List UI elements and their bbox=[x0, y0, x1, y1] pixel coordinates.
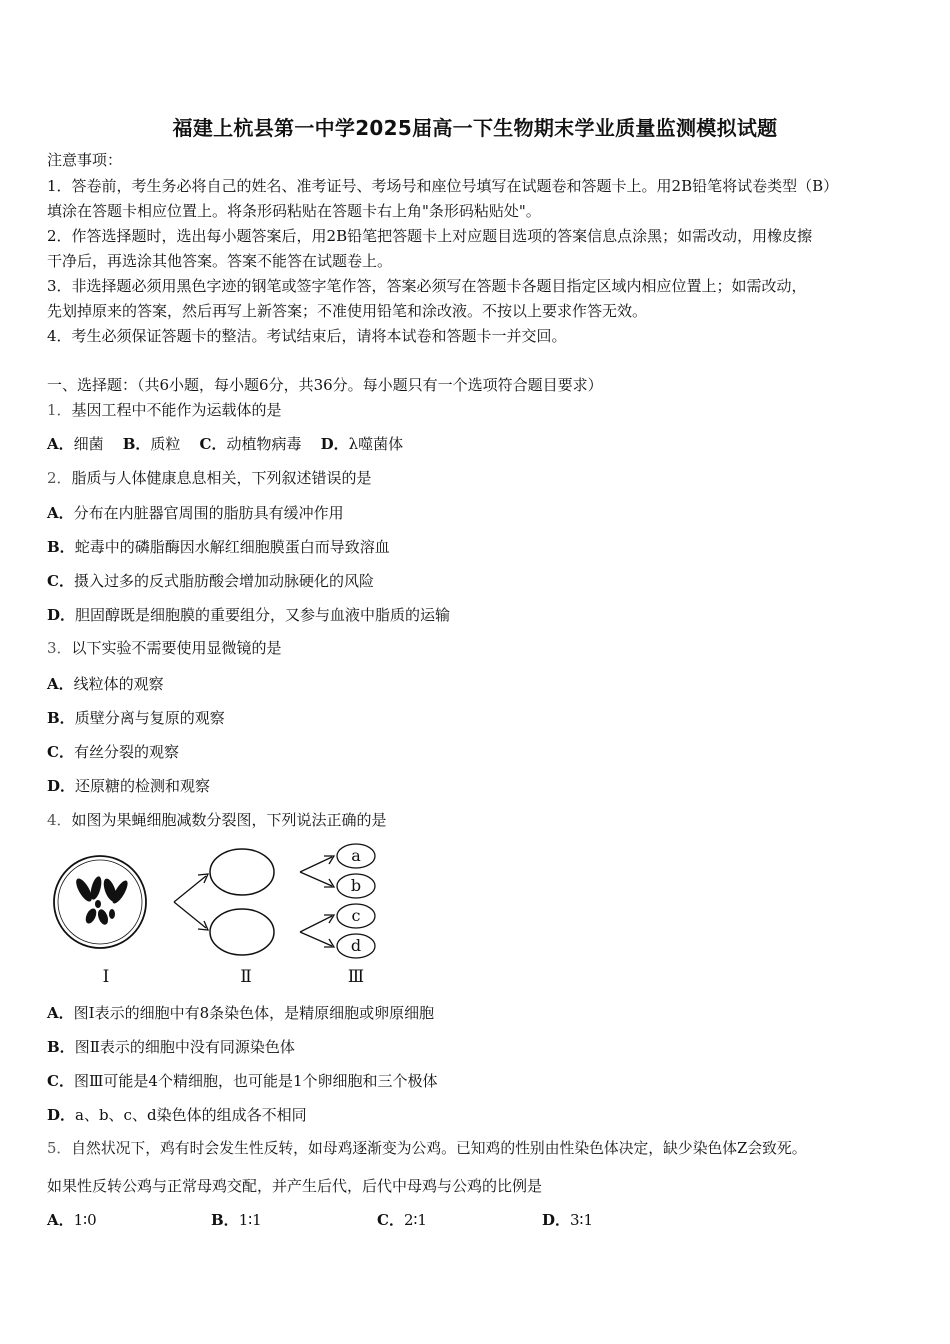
option-text: 分布在内脏器官周围的脂肪具有缓冲作用 bbox=[73, 504, 344, 522]
chromosomes bbox=[73, 875, 130, 926]
option-d bbox=[47, 775, 210, 796]
notice-line: 填涂在答题卡相应位置上。将条形码粘贴在答题卡右上角"条形码粘贴处"。 bbox=[47, 202, 541, 220]
notice-line: 4．考生必须保证答题卡的整洁。考试结束后，请将本试卷和答题卡一并交回。 bbox=[47, 327, 567, 345]
stage-label: Ⅱ bbox=[240, 967, 252, 987]
option-label: C． bbox=[47, 572, 74, 590]
option-label: C． bbox=[377, 1211, 404, 1229]
option-label: A． bbox=[47, 675, 74, 693]
option-text: 图Ⅱ表示的细胞中没有同源染色体 bbox=[74, 1038, 295, 1056]
option-a bbox=[47, 1002, 434, 1023]
notice-line: 1．答卷前，考生务必将自己的姓名、准考证号、考场号和座位号填写在试题卷和答题卡上。用2B铅笔将试卷类型（B） bbox=[47, 177, 839, 195]
cell-label: c bbox=[351, 906, 361, 925]
question-stem: 基因工程中不能作为运载体的是 bbox=[71, 401, 282, 419]
option-d bbox=[47, 1104, 307, 1125]
question-5 bbox=[47, 1139, 807, 1159]
question-number: 3． bbox=[47, 639, 72, 657]
option-text: 摄入过多的反式脂肪酸会增加动脉硬化的风险 bbox=[73, 572, 374, 590]
option-text: 有丝分裂的观察 bbox=[73, 743, 179, 761]
notice-line: 干净后，再选涂其他答案。答案不能答在试题卷上。 bbox=[47, 252, 393, 270]
cell-ii-top bbox=[210, 849, 274, 895]
notice-line: 3．非选择题必须用黑色字迹的钢笔或签字笔作答，答案必须写在答题卡各题目指定区域内相应位置上；如需改动， bbox=[47, 277, 807, 295]
question-5-stem-cont: 如果性反转公鸡与正常母鸡交配，并产生后代，后代中母鸡与公鸡的比例是 bbox=[47, 1177, 543, 1195]
option-label: B． bbox=[211, 1211, 239, 1229]
option-label: D． bbox=[320, 435, 349, 453]
option-text: 细菌 bbox=[73, 435, 104, 453]
cell-label: b bbox=[350, 876, 362, 895]
arrows-i-ii bbox=[174, 874, 208, 930]
q5-option-c bbox=[377, 1209, 427, 1230]
option-text: 还原糖的检测和观察 bbox=[75, 777, 211, 795]
option-b bbox=[47, 707, 225, 728]
option-label: D． bbox=[542, 1211, 571, 1229]
stage-label: Ⅰ bbox=[102, 967, 110, 987]
option-text: a、b、c、d染色体的组成各不相同 bbox=[75, 1106, 307, 1124]
option-label: D． bbox=[47, 606, 76, 624]
question-number: 1． bbox=[47, 401, 72, 419]
question-2 bbox=[47, 468, 372, 488]
option-label: A． bbox=[47, 1211, 74, 1229]
notice-heading: 注意事项： bbox=[47, 151, 123, 169]
option-text: 线粒体的观察 bbox=[73, 675, 164, 693]
question-stem: 脂质与人体健康息息相关，下列叙述错误的是 bbox=[71, 469, 372, 487]
option-label: A． bbox=[47, 435, 74, 453]
option-label: C． bbox=[47, 743, 74, 761]
question-number: 4． bbox=[47, 811, 72, 829]
option-b bbox=[47, 1036, 295, 1057]
q1-options bbox=[47, 433, 403, 454]
question-stem: 以下实验不需要使用显微镜的是 bbox=[71, 639, 282, 657]
q5-option-b bbox=[211, 1209, 262, 1230]
option-text: 图Ⅲ可能是4个精细胞，也可能是1个卵细胞和三个极体 bbox=[73, 1072, 438, 1090]
question-stem: 自然状况下，鸡有时会发生性反转，如母鸡逐渐变为公鸡。已知鸡的性别由性染色体决定，缺少染色体Z会致死。 bbox=[71, 1140, 807, 1157]
option-text: 蛇毒中的磷脂酶因水解红细胞膜蛋白而导致溶血 bbox=[74, 538, 390, 556]
option-label: D． bbox=[47, 777, 76, 795]
option-b bbox=[47, 536, 390, 557]
page-title: 福建上杭县第一中学2025届高一下生物期末学业质量监测模拟试题 bbox=[172, 116, 778, 140]
option-text: 图Ⅰ表示的细胞中有8条染色体，是精原细胞或卵原细胞 bbox=[73, 1004, 435, 1022]
cell-label: a bbox=[351, 846, 361, 865]
option-c bbox=[47, 570, 374, 591]
arrows-ii-iii bbox=[300, 856, 334, 947]
q5-option-d bbox=[542, 1209, 593, 1230]
option-label: D． bbox=[47, 1106, 76, 1124]
option-text: λ噬菌体 bbox=[348, 435, 404, 453]
option-label: B． bbox=[47, 709, 75, 727]
option-text: 动植物病毒 bbox=[226, 435, 302, 453]
stage-label: Ⅲ bbox=[347, 967, 365, 987]
option-label: C． bbox=[47, 1072, 74, 1090]
notice-line: 先划掉原来的答案，然后再写上新答案；不准使用铅笔和涂改液。不按以上要求作答无效。 bbox=[47, 302, 648, 320]
option-d bbox=[47, 604, 450, 625]
option-c bbox=[47, 1070, 438, 1091]
option-c bbox=[47, 741, 179, 762]
cell-label: d bbox=[350, 936, 362, 955]
section-heading: 一、选择题：（共6小题，每小题6分，共36分。每小题只有一个选项符合题目要求） bbox=[47, 376, 603, 394]
option-label: B． bbox=[47, 538, 75, 556]
notice-line: 2．作答选择题时，选出每小题答案后，用2B铅笔把答题卡上对应题目选项的答案信息点涂黑；如需改动，用橡皮擦 bbox=[47, 227, 813, 245]
question-3 bbox=[47, 638, 282, 658]
option-label: A． bbox=[47, 504, 74, 522]
option-text: 2∶1 bbox=[403, 1211, 427, 1229]
option-label: B． bbox=[122, 435, 151, 453]
q5-option-a bbox=[47, 1209, 97, 1230]
option-text: 胆固醇既是细胞膜的重要组分，又参与血液中脂质的运输 bbox=[75, 606, 451, 624]
option-label: C． bbox=[199, 435, 227, 453]
meiosis-figure bbox=[50, 842, 390, 988]
option-text: 质壁分离与复原的观察 bbox=[74, 709, 225, 727]
option-label: B． bbox=[47, 1038, 75, 1056]
option-text: 质粒 bbox=[150, 435, 181, 453]
option-a bbox=[47, 673, 164, 694]
option-label: A． bbox=[47, 1004, 74, 1022]
question-4 bbox=[47, 810, 387, 830]
question-number: 5． bbox=[47, 1140, 72, 1157]
option-a bbox=[47, 502, 344, 523]
option-text: 3∶1 bbox=[570, 1211, 594, 1229]
question-stem: 如图为果蝇细胞减数分裂图，下列说法正确的是 bbox=[71, 811, 387, 829]
option-text: 1∶0 bbox=[73, 1211, 97, 1229]
option-text: 1∶1 bbox=[238, 1211, 262, 1229]
question-1 bbox=[47, 400, 282, 420]
question-number: 2． bbox=[47, 469, 72, 487]
cell-ii-bottom bbox=[210, 909, 274, 955]
